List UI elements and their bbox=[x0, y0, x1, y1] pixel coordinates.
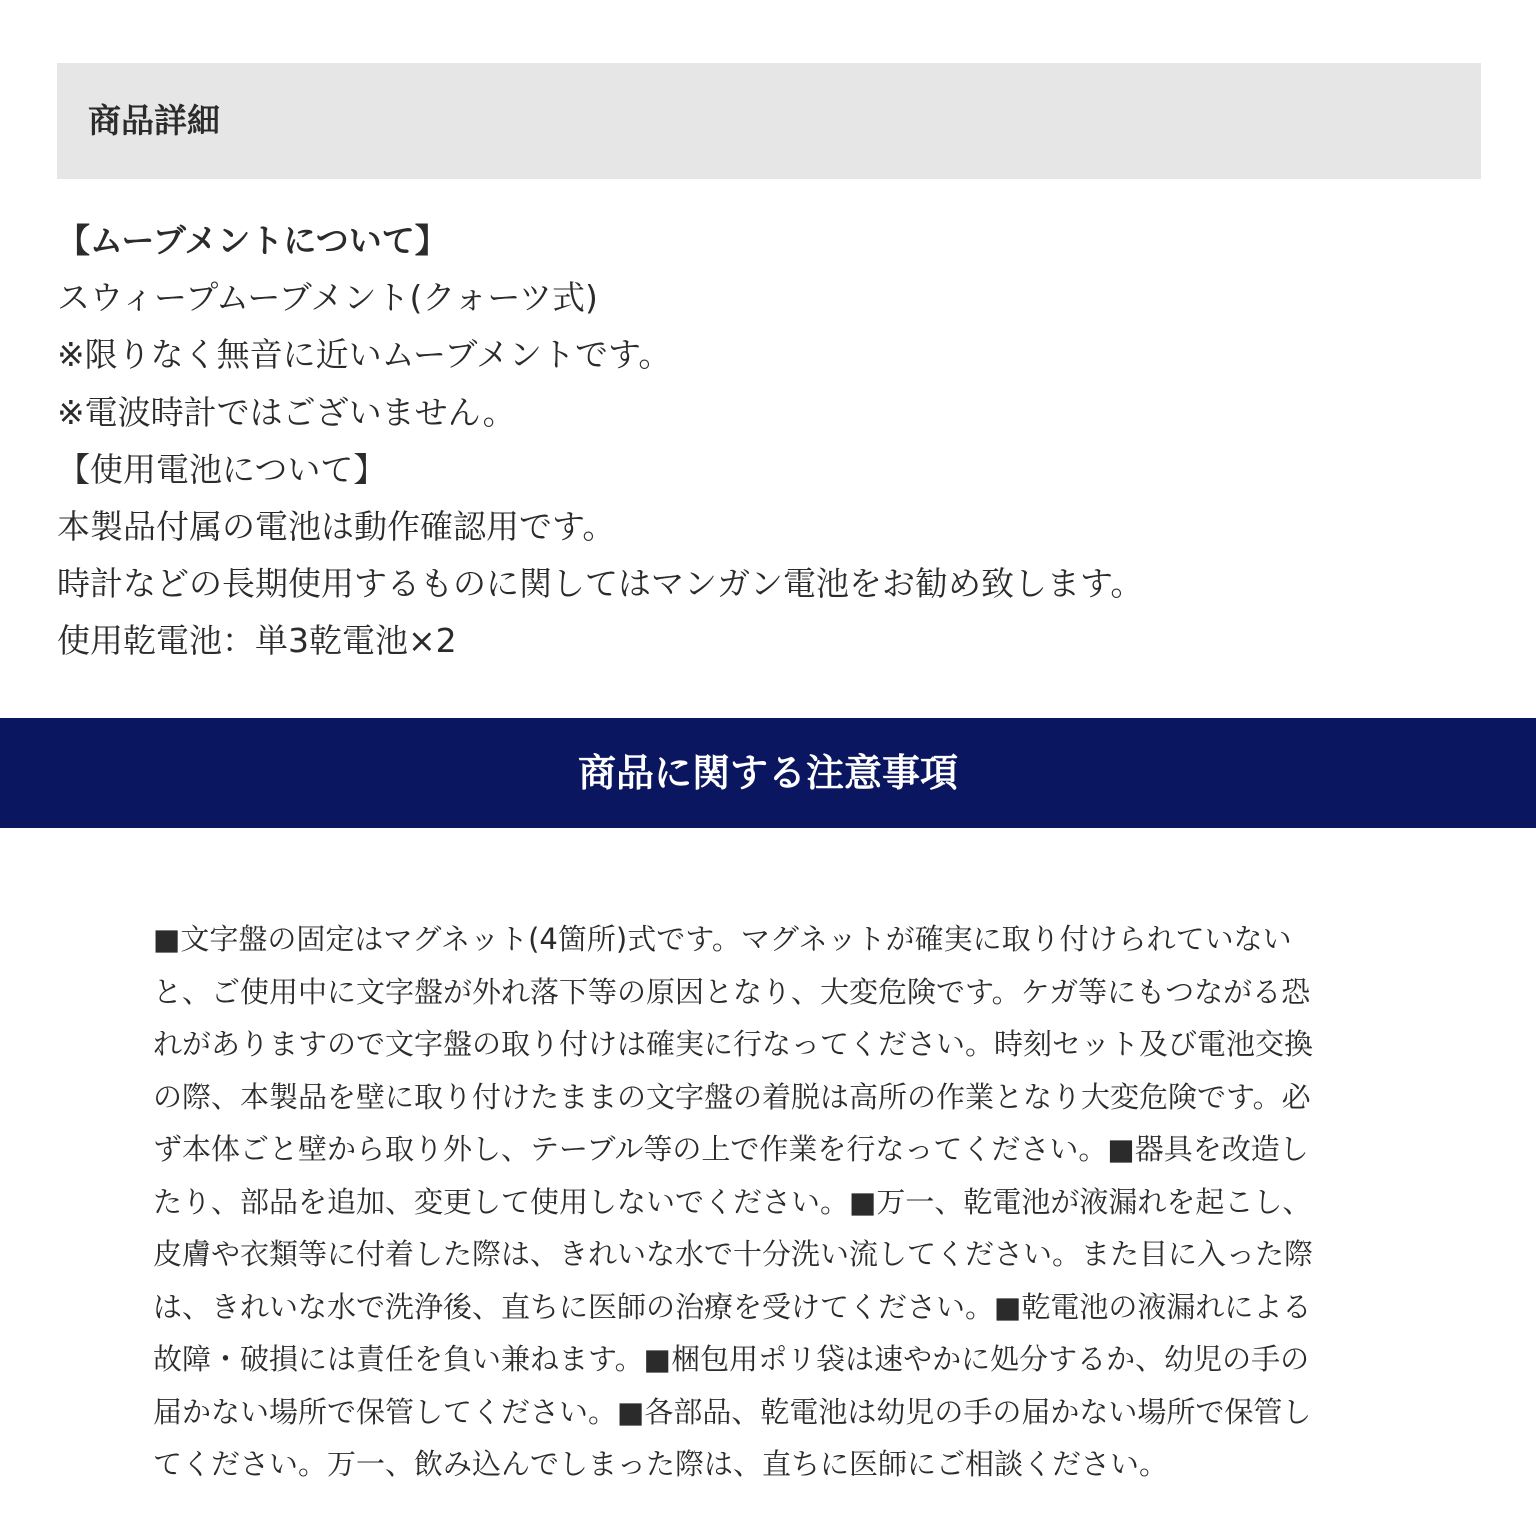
movement-note-silent: ※限りなく無音に近いムーブメントです。 bbox=[57, 335, 672, 375]
battery-heading: 【使用電池について】 bbox=[57, 449, 387, 489]
battery-spec: 使用乾電池：単3乾電池×2 bbox=[57, 621, 457, 661]
product-detail-body bbox=[57, 212, 1497, 670]
movement-heading: 【ムーブメントについて】 bbox=[57, 221, 448, 260]
notice-body bbox=[153, 913, 1393, 1491]
notice-title: 商品に関する注意事項 bbox=[577, 751, 958, 795]
notice-line: てください。万一、飲み込んでしまった際は、直ちに医師にご相談ください。 bbox=[153, 1447, 1169, 1481]
battery-included-note: 本製品付属の電池は動作確認用です。 bbox=[57, 506, 616, 546]
movement-note-radio: ※電波時計ではございません。 bbox=[57, 392, 516, 432]
notice-line: 届かない場所で保管してください。■各部品、乾電池は幼児の手の届かない場所で保管し bbox=[153, 1394, 1312, 1429]
notice-line: ■文字盤の固定はマグネット(4箇所)式です。マグネットが確実に取り付けられていない bbox=[153, 922, 1292, 956]
notice-line: たり、部品を追加、変更して使用しないでください。■万一、乾電池が液漏れを起こし、 bbox=[153, 1184, 1312, 1219]
notice-line: の際、本製品を壁に取り付けたままの文字盤の着脱は高所の作業となり大変危険です。必 bbox=[153, 1079, 1311, 1114]
product-detail-title: 商品詳細 bbox=[88, 101, 220, 140]
notice-line: 故障・破損には責任を負い兼ねます。■梱包用ポリ袋は速やかに処分するか、幼児の手の bbox=[153, 1342, 1310, 1376]
notice-line: れがありますので文字盤の取り付けは確実に行なってください。時刻セット及び電池交換 bbox=[153, 1027, 1314, 1061]
notice-line: は、きれいな水で洗浄後、直ちに医師の治療を受けてください。■乾電池の液漏れによる bbox=[153, 1289, 1312, 1324]
product-detail-header bbox=[57, 63, 1481, 179]
notice-line: 皮膚や衣類等に付着した際は、きれいな水で十分洗い流してください。また目に入った際 bbox=[153, 1237, 1314, 1271]
battery-recommendation: 時計などの長期使用するものに関してはマンガン電池をお勧め致します。 bbox=[57, 564, 1144, 604]
notice-line: ず本体ごと壁から取り外し、テーブル等の上で作業を行なってください。■器具を改造し bbox=[153, 1132, 1309, 1166]
notice-line: と、ご使用中に文字盤が外れ落下等の原因となり、大変危険です。ケガ等にもつながる恐 bbox=[153, 974, 1311, 1009]
notice-banner bbox=[0, 718, 1536, 828]
movement-type: スウィープムーブメント(クォーツ式) bbox=[57, 278, 598, 318]
